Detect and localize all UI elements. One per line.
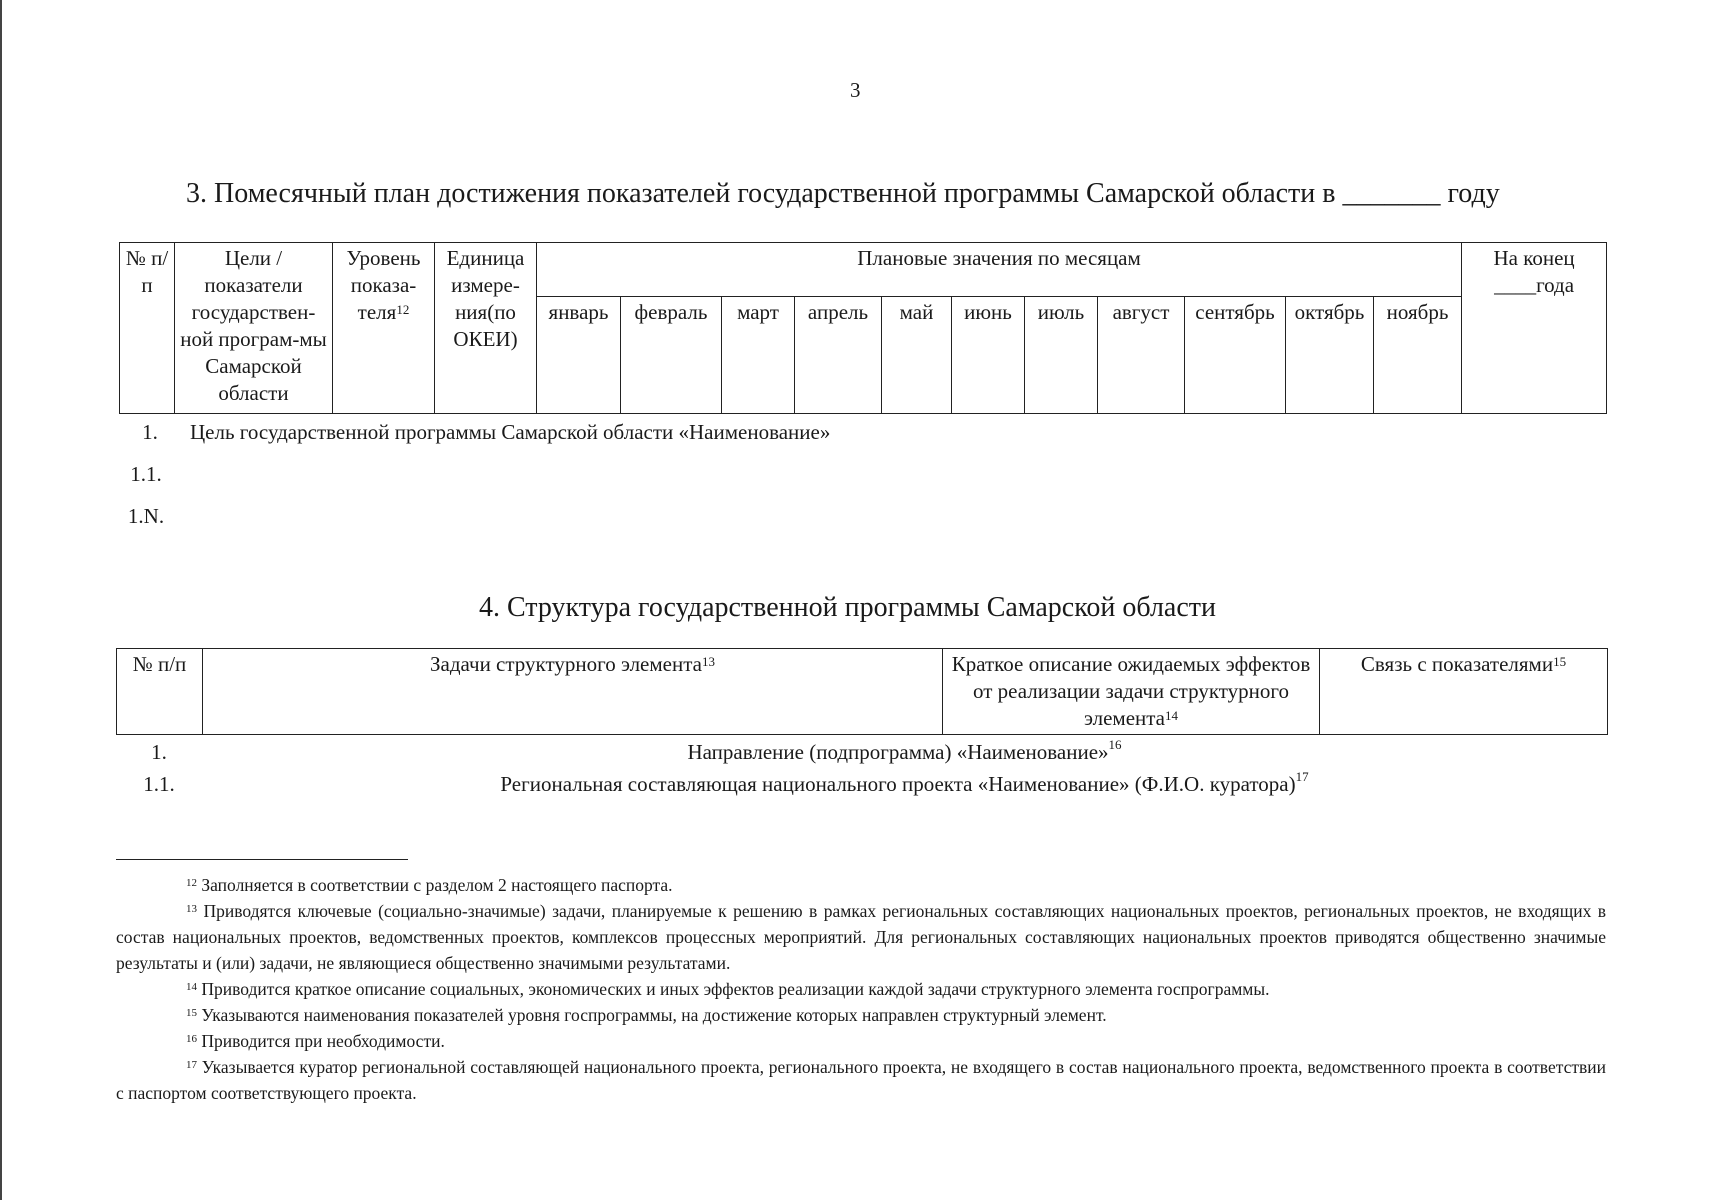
section4-title: 4. Структура государственной программы Самарской области [479,592,1216,623]
scan-edge [0,0,2,1200]
row-text: Региональная составляющая национального проекта «Наименование» (Ф.И.О. куратора)$^{17}$ [500,769,1309,796]
monthly-plan-table [119,242,1607,414]
header-num: № п/п [120,243,175,414]
header-level: Уровень показа-теля$^{12}$ [333,243,435,414]
month-header: октябрь [1286,297,1374,414]
header-effects: Краткое описание ожидаемых эффектов от реализации задачи структурного элемента$^{14}$ [943,649,1320,735]
month-header: февраль [621,297,722,414]
footnote-ref-15: 15 [1553,654,1567,669]
footnote-ref-16: 16 [1108,737,1122,752]
month-header: июнь [952,297,1025,414]
plan-row [120,420,830,445]
row-number: 1. [151,740,167,764]
structure-row [116,769,1607,797]
footnote-number: 16 [186,1033,197,1045]
month-header: ноябрь [1374,297,1462,414]
footnote: $^{17}$ Указывается куратор региональной составляющей национального проекта, регионального проекта, не входящего в состав национального проекта, ведомственного проекта в соответствии с паспортом соответствующего проекта. [116,1057,1607,1103]
footnotes [116,872,1606,1106]
footnote-ref-14: 14 [1165,708,1179,723]
header-tasks: Задачи структурного элемента$^{13}$ [203,649,943,735]
row-number: 1.N. [127,504,165,528]
plan-row [116,504,176,529]
footnote: $^{14}$ Приводится краткое описание социальных, экономических и иных эффектов реализации каждой задачи структурного элемента госпрограммы. [186,979,1270,999]
row-number: 1.1. [130,462,162,486]
page-number: 3 [850,78,861,102]
structure-row [116,737,1607,765]
footnote-number: 13 [186,903,197,915]
footnote-number: 12 [186,877,197,889]
footnote-separator [116,859,408,860]
footnote-number: 17 [186,1059,197,1071]
month-header: март [722,297,795,414]
month-header: август [1098,297,1185,414]
structure-table [116,648,1608,735]
header-unit: Единица измере-ния(по ОКЕИ) [435,243,537,414]
month-header: январь [537,297,621,414]
footnote-ref-12: 12 [396,302,410,317]
header-plan-values: Плановые значения по месяцам [537,243,1462,297]
row-number: 1. [142,420,158,444]
footnote: $^{16}$ Приводится при необходимости. [186,1031,445,1051]
header-num: № п/п [117,649,203,735]
footnote: $^{13}$ Приводятся ключевые (социально-значимые) задачи, планируемые к решению в рамках региональных составляющих национальных проектов, региональных проектов, не входящих в состав национальных проектов, ведомственных проектов, комплексов процессных мероприятий. Для региональных составляющих национальных проектов приводятся общественно значимые результаты и (или) задачи, не являющиеся общественно значимыми результатами. [116,901,1607,973]
month-header: июль [1025,297,1098,414]
footnote-number: 14 [186,981,197,993]
header-year-end: На конец ____года [1462,243,1607,414]
row-text: Направление (подпрограмма) «Наименование»$^{16}$ [687,737,1122,764]
section3-title: 3. Помесячный план достижения показателей государственной программы Самарской области в _______ году [186,178,1500,209]
month-header: апрель [795,297,882,414]
footnote-number: 15 [186,1007,197,1019]
plan-row [116,462,176,487]
footnote-ref-17: 17 [1295,769,1309,784]
month-header: май [882,297,952,414]
row-text: Цель государственной программы Самарской области «Наименование» [190,420,831,444]
month-header: сентябрь [1185,297,1286,414]
footnote: $^{12}$ Заполняется в соответствии с разделом 2 настоящего паспорта. [186,875,673,895]
header-link: Связь с показателями$^{15}$ [1320,649,1608,735]
footnote-ref-13: 13 [701,654,715,669]
header-goals: Цели / показатели государствен-ной програм-мы Самарской области [175,243,333,414]
row-number: 1.1. [143,772,175,796]
footnote: $^{15}$ Указываются наименования показателей уровня госпрограммы, на достижение которых направлен структурный элемент. [186,1005,1107,1025]
